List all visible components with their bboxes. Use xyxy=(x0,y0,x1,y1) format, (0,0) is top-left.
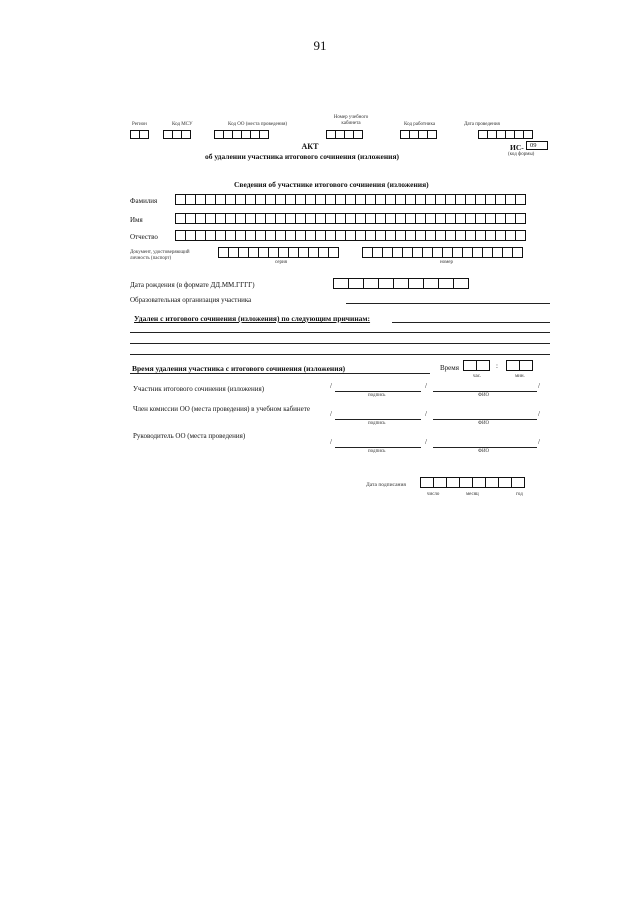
page-number: 91 xyxy=(313,38,327,53)
hours-label: час. xyxy=(473,374,482,379)
sign-date-boxes[interactable] xyxy=(420,477,524,488)
name-label: Имя xyxy=(130,216,143,224)
reason-line-2[interactable] xyxy=(130,332,550,333)
exam-date-boxes[interactable] xyxy=(478,130,532,139)
series-boxes[interactable] xyxy=(218,247,338,258)
minutes-boxes[interactable] xyxy=(506,360,532,371)
sign-date-month-label: месяц xyxy=(466,492,479,497)
birth-date-label: Дата рождения (в формате ДД.ММ.ГГГГ) xyxy=(130,281,255,289)
reason-line-3[interactable] xyxy=(130,343,550,344)
patronymic-label: Отчество xyxy=(130,233,158,241)
patronymic-boxes[interactable] xyxy=(175,230,525,241)
head-fio-line[interactable] xyxy=(433,447,537,448)
oo-code-label: Код ОО (места проведения) xyxy=(228,122,288,127)
worker-code-label: Код работника xyxy=(404,122,436,127)
commission-fio-label: ФИО xyxy=(478,421,490,426)
msu-code-label: Код МСУ xyxy=(172,122,193,127)
form-note: (код формы) xyxy=(508,152,535,157)
msu-code-boxes[interactable] xyxy=(163,130,190,139)
surname-label: Фамилия xyxy=(130,197,158,205)
commission-member-label: Член комиссии ОО (места проведения) в учебном кабинете xyxy=(133,405,310,413)
removal-time-underline xyxy=(130,373,430,374)
reason-line-1[interactable] xyxy=(392,322,550,323)
form-number: 09 xyxy=(530,142,537,149)
reason-line-4[interactable] xyxy=(130,354,550,355)
org-line[interactable] xyxy=(346,303,550,304)
room-number-label: Номер учебного кабинета xyxy=(333,115,369,126)
commission-sign-label: подпись xyxy=(368,421,386,426)
head-sign-label: подпись xyxy=(368,449,386,454)
region-label: Регион xyxy=(132,122,147,127)
surname-boxes[interactable] xyxy=(175,194,525,205)
participant-sign-label: подпись xyxy=(368,393,386,398)
sign-date-label: Дата подписания xyxy=(366,482,406,488)
document-label: Документ, удостоверяющий личность (паспорт) xyxy=(130,250,190,261)
hours-boxes[interactable] xyxy=(463,360,489,371)
act-subtitle: об удалении участника итогового сочинения (изложения) xyxy=(205,152,400,161)
name-boxes[interactable] xyxy=(175,213,525,224)
series-label: серия xyxy=(275,260,287,265)
head-sign-line[interactable] xyxy=(335,447,421,448)
removal-time-label: Время удаления участника с итогового сочинения (изложения) xyxy=(132,364,346,373)
number-boxes[interactable] xyxy=(362,247,522,258)
commission-sign-line[interactable] xyxy=(335,419,421,420)
form-prefix: ИС- xyxy=(510,143,524,152)
worker-code-boxes[interactable] xyxy=(400,130,436,139)
oo-code-boxes[interactable] xyxy=(214,130,268,139)
exam-date-label: Дата проведения xyxy=(464,122,500,127)
participant-fio-line[interactable] xyxy=(433,391,537,392)
minutes-label: мин. xyxy=(515,374,525,379)
head-fio-label: ФИО xyxy=(478,449,490,454)
participant-fio-label: ФИО xyxy=(478,393,490,398)
act-title: АКТ xyxy=(301,142,319,151)
sign-date-day-label: число xyxy=(427,492,440,497)
birth-date-boxes[interactable] xyxy=(333,278,468,289)
commission-fio-line[interactable] xyxy=(433,419,537,420)
participant-label: Участник итогового сочинения (изложения) xyxy=(133,385,265,393)
time-colon: : xyxy=(496,362,498,370)
region-boxes[interactable] xyxy=(130,130,148,139)
sign-date-year-label: год xyxy=(516,492,523,497)
section-title: Сведения об участнике итогового сочинения (изложения) xyxy=(234,180,429,189)
head-label: Руководитель ОО (места проведения) xyxy=(133,432,246,440)
room-number-boxes[interactable] xyxy=(326,130,362,139)
removal-reason-label: Удален с итогового сочинения (изложения) по следующим причинам: xyxy=(134,314,371,323)
org-label: Образовательная организация участника xyxy=(130,296,252,304)
number-label: номер xyxy=(440,260,453,265)
time-label: Время xyxy=(440,364,459,372)
participant-sign-line[interactable] xyxy=(335,391,421,392)
